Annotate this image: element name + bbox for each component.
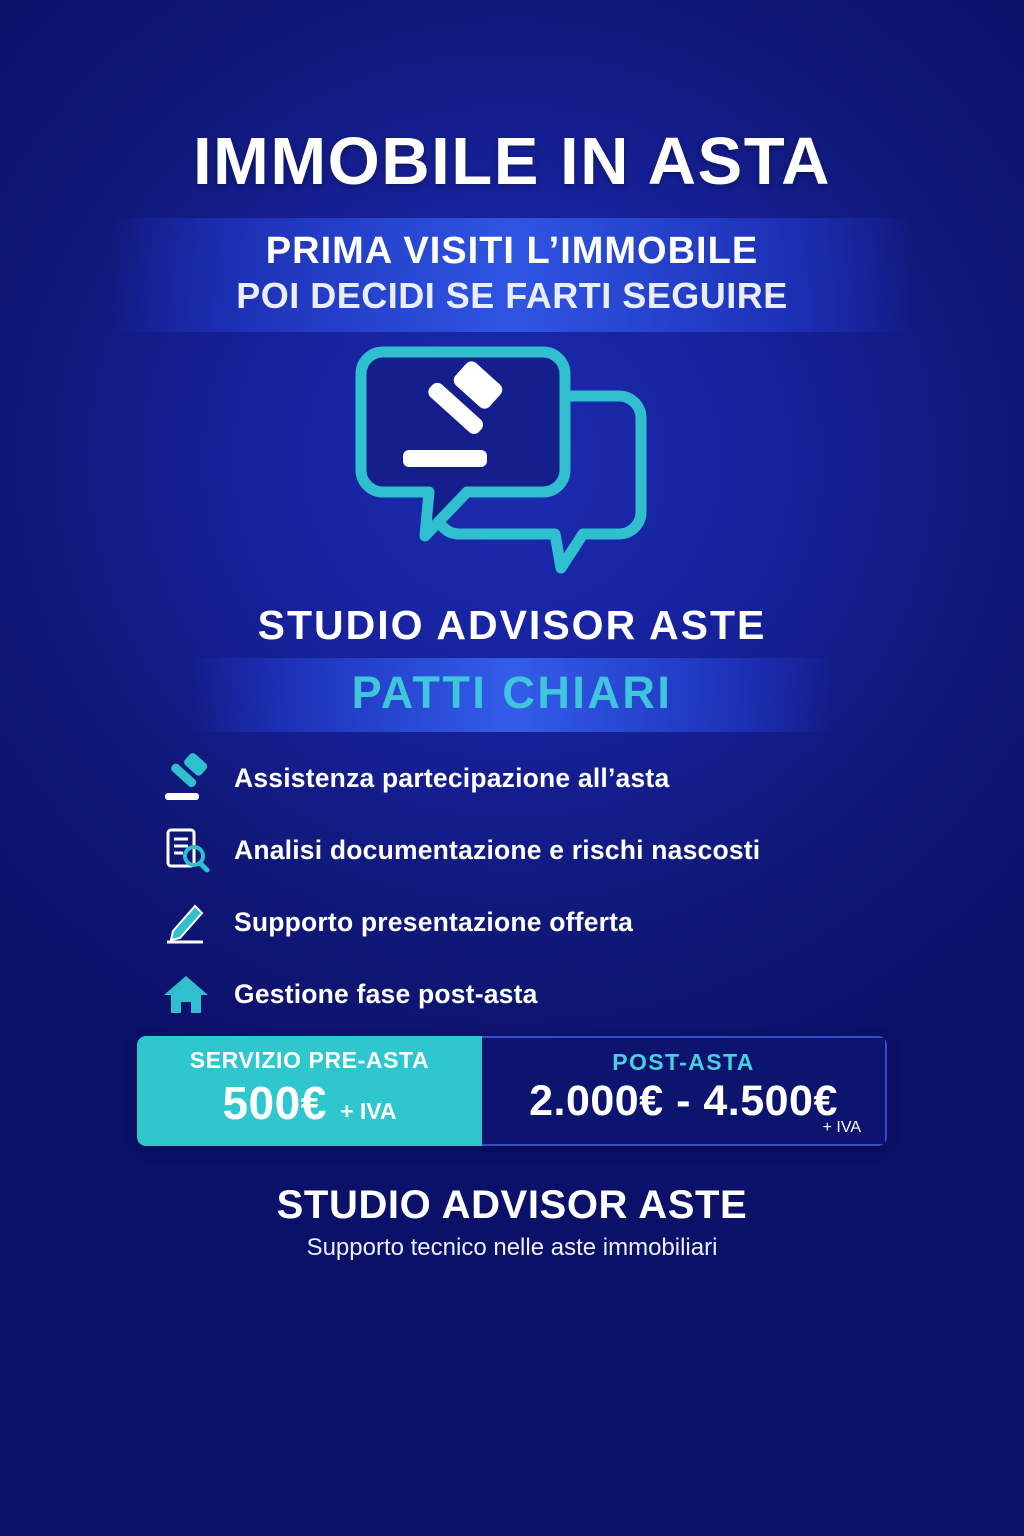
pricing-pre-amount bbox=[137, 1076, 482, 1130]
pricing-panel bbox=[137, 1036, 887, 1146]
list-item-label: Analisi documentazione e rischi nascosti bbox=[234, 834, 761, 865]
list-item bbox=[160, 814, 920, 886]
pricing-pre-title: SERVIZIO PRE-ASTA bbox=[189, 1047, 430, 1073]
pricing-post-title: POST-ASTA bbox=[612, 1049, 755, 1075]
pricing-post-asta bbox=[482, 1036, 887, 1146]
feature-list bbox=[160, 742, 920, 1030]
list-item-label: Gestione fase post-asta bbox=[234, 978, 538, 1009]
footer-tagline: Supporto tecnico nelle aste immobiliari bbox=[306, 1234, 718, 1261]
pen-signature-icon bbox=[160, 896, 212, 948]
list-item bbox=[160, 958, 920, 1030]
pricing-post-vat: + IVA bbox=[822, 1119, 861, 1136]
list-item bbox=[160, 886, 920, 958]
brand-name: STUDIO ADVISOR ASTE bbox=[257, 602, 767, 648]
list-item bbox=[160, 742, 920, 814]
tagline-banner-label: PATTI CHIARI bbox=[351, 667, 673, 718]
subtitle-banner bbox=[112, 218, 912, 332]
logo-mark bbox=[0, 336, 1024, 591]
gavel-icon bbox=[160, 752, 212, 804]
page-title: IMMOBILE IN ASTA bbox=[192, 124, 832, 199]
subtitle-line-2: POI DECIDI SE FARTI SEGUIRE bbox=[236, 275, 788, 317]
pricing-post-amount: 2.000€ - 4.500€ bbox=[529, 1077, 838, 1125]
house-icon bbox=[160, 968, 212, 1020]
tagline-banner bbox=[190, 658, 834, 732]
list-item-label: Supporto presentazione offerta bbox=[234, 906, 634, 937]
pricing-pre-vat: + IVA bbox=[340, 1098, 397, 1124]
footer-brand: STUDIO ADVISOR ASTE bbox=[276, 1183, 748, 1227]
subtitle-line-1: PRIMA VISITI L’IMMOBILE bbox=[265, 230, 759, 272]
gavel-speech-bubbles-icon bbox=[347, 336, 677, 591]
list-item-label: Assistenza partecipazione all’asta bbox=[234, 762, 670, 793]
pricing-pre-value: 500€ bbox=[222, 1077, 327, 1129]
pricing-pre-asta bbox=[137, 1036, 482, 1146]
document-search-icon bbox=[160, 824, 212, 876]
